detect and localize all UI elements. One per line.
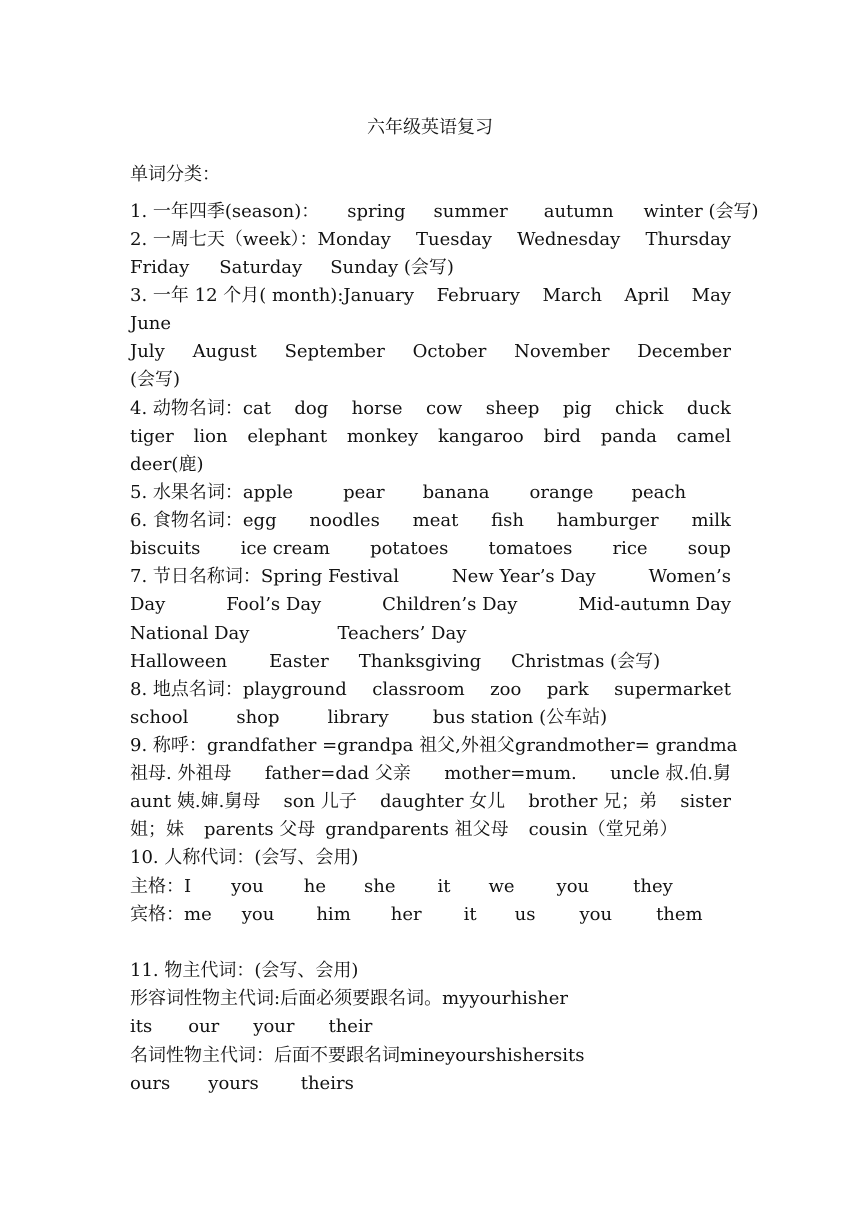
- text-line: [130, 873, 731, 901]
- text-segment: daughter 女儿: [380, 791, 506, 812]
- text-segment: you: [241, 904, 275, 925]
- text-line: [130, 901, 731, 929]
- text-segment: it: [437, 876, 451, 897]
- text-segment: 10. 人称代词：(会写、会用): [130, 847, 359, 868]
- text-segment: school: [130, 707, 189, 728]
- text-line: [130, 1042, 731, 1070]
- text-segment: aunt 姨.婶.舅母: [130, 791, 261, 812]
- text-segment: August: [192, 341, 257, 362]
- text-segment: tiger: [130, 426, 174, 447]
- text-segment: his: [495, 1045, 523, 1066]
- text-segment: Saturday: [219, 257, 303, 278]
- text-segment: our: [188, 1016, 220, 1037]
- text-segment: Thursday: [645, 229, 731, 250]
- text-segment: lion: [193, 426, 228, 447]
- text-segment: cow: [426, 398, 463, 419]
- text-segment: my: [442, 988, 470, 1009]
- text-segment: their: [328, 1016, 373, 1037]
- text-segment: February: [436, 285, 520, 306]
- text-segment: New Year’s Day: [451, 566, 596, 587]
- text-line: [130, 1013, 731, 1041]
- text-segment: 8. 地点名词：playground: [130, 679, 347, 700]
- text-line: [130, 254, 731, 282]
- text-line: [130, 985, 731, 1013]
- text-segment: 5. 水果名词：apple: [130, 482, 294, 503]
- text-segment: them: [656, 904, 703, 925]
- text-segment: pear: [343, 482, 385, 503]
- text-segment: soup: [687, 538, 731, 559]
- text-segment: April: [624, 285, 670, 306]
- text-segment: 祖母. 外祖母: [130, 763, 232, 784]
- text-segment: autumn: [543, 201, 614, 222]
- text-line: [130, 338, 731, 366]
- text-line: [130, 760, 731, 788]
- text-segment: meat: [412, 510, 459, 531]
- text-line: [130, 788, 731, 816]
- text-line: [130, 591, 731, 619]
- text-segment: supermarket: [614, 679, 731, 700]
- text-segment: son 儿子: [283, 791, 357, 812]
- text-segment: 主格：I: [130, 876, 192, 897]
- text-segment: your: [469, 988, 511, 1009]
- text-segment: he: [303, 876, 326, 897]
- text-segment: Wednesday: [517, 229, 621, 250]
- page-title: 六年级英语复习: [367, 117, 493, 138]
- text-segment: its: [130, 1016, 153, 1037]
- text-segment: summer: [433, 201, 508, 222]
- text-segment: rice: [612, 538, 648, 559]
- text-segment: shop: [236, 707, 280, 728]
- text-segment: (会写): [130, 369, 181, 390]
- text-segment: Day: [130, 594, 166, 615]
- text-line: [130, 563, 731, 591]
- text-segment: elephant: [247, 426, 328, 447]
- text-segment: us: [514, 904, 536, 925]
- text-segment: Christmas (会写): [511, 651, 661, 672]
- text-segment: parents 父母: [204, 819, 316, 840]
- text-segment: ours: [130, 1073, 171, 1094]
- text-segment: his: [510, 988, 538, 1009]
- text-segment: hers: [522, 1045, 563, 1066]
- text-segment: 9. 称呼：grandfather =grandpa 祖父,外祖父: [130, 735, 515, 756]
- text-segment: its: [562, 1045, 585, 1066]
- text-segment: bus station (公车站): [432, 707, 608, 728]
- text-line: [130, 704, 731, 732]
- text-line: [130, 816, 731, 844]
- text-segment: 11. 物主代词：(会写、会用): [130, 960, 359, 981]
- text-segment: library: [327, 707, 389, 728]
- text-segment: Mid-autumn Day: [578, 594, 731, 615]
- text-segment: September: [284, 341, 385, 362]
- text-line: [130, 535, 731, 563]
- text-segment: dog: [294, 398, 329, 419]
- text-segment: you: [579, 904, 613, 925]
- text-segment: zoo: [490, 679, 522, 700]
- text-line: [130, 310, 731, 338]
- text-segment: 宾格：me: [130, 904, 212, 925]
- text-segment: June: [130, 313, 172, 334]
- text-segment: sister: [680, 791, 731, 812]
- text-segment: classroom: [372, 679, 465, 700]
- text-line: [130, 479, 731, 507]
- text-line: [130, 423, 731, 451]
- text-segment: Easter: [269, 651, 329, 672]
- text-segment: July: [130, 341, 165, 362]
- text-segment: 姐；妹: [130, 819, 184, 840]
- text-segment: pig: [562, 398, 592, 419]
- text-segment: 4. 动物名词：cat: [130, 398, 271, 419]
- text-segment: she: [363, 876, 396, 897]
- text-line: [130, 282, 731, 310]
- text-line: [130, 226, 731, 254]
- text-segment: theirs: [300, 1073, 354, 1094]
- text-segment: May: [691, 285, 731, 306]
- text-segment: Friday: [130, 257, 190, 278]
- text-segment: brother 兄；弟: [528, 791, 658, 812]
- text-segment: Women’s: [648, 566, 731, 587]
- text-segment: panda: [600, 426, 657, 447]
- text-segment: 名词性物主代词：后面不要跟名词: [130, 1045, 400, 1066]
- text-segment: March: [542, 285, 602, 306]
- text-segment: 2. 一周七天（week）：Monday: [130, 229, 391, 250]
- text-segment: Fool’s Day: [226, 594, 322, 615]
- text-segment: Thanksgiving: [358, 651, 482, 672]
- text-segment: Tuesday: [416, 229, 492, 250]
- text-segment: Children’s Day: [382, 594, 518, 615]
- text-segment: you: [231, 876, 264, 897]
- text-line: [130, 957, 731, 985]
- text-segment: deer(鹿): [130, 454, 204, 475]
- text-segment: 1. 一年四季(season)：: [130, 201, 320, 222]
- text-segment: grandparents 祖父母: [325, 819, 509, 840]
- text-segment: sheep: [485, 398, 540, 419]
- text-segment: ice cream: [240, 538, 330, 559]
- text-segment: horse: [351, 398, 403, 419]
- text-segment: 形容词性物主代词:后面必须要跟名词。: [130, 988, 443, 1009]
- text-segment: cousin（堂兄弟）: [528, 819, 678, 840]
- text-segment: hamburger: [556, 510, 659, 531]
- text-segment: October: [412, 341, 487, 362]
- text-segment: orange: [529, 482, 594, 503]
- text-segment: Teachers’ Day: [337, 623, 467, 644]
- text-segment: November: [514, 341, 610, 362]
- text-line: [130, 732, 738, 760]
- text-segment: Sunday (会写): [330, 257, 454, 278]
- text-segment: biscuits: [130, 538, 201, 559]
- text-segment: National Day: [130, 623, 250, 644]
- text-segment: winter (会写): [643, 201, 759, 222]
- text-segment: potatoes: [370, 538, 449, 559]
- text-segment: her: [390, 904, 422, 925]
- text-segment: peach: [631, 482, 687, 503]
- text-segment: yours: [445, 1045, 496, 1066]
- text-line: [130, 844, 731, 872]
- text-segment: we: [488, 876, 515, 897]
- text-segment: Halloween: [130, 651, 228, 672]
- text-segment: her: [537, 988, 568, 1009]
- text-line: [130, 507, 731, 535]
- text-segment: him: [316, 904, 351, 925]
- text-segment: park: [546, 679, 589, 700]
- text-segment: monkey: [346, 426, 419, 447]
- text-segment: 7. 节日名称词：Spring Festival: [130, 566, 399, 587]
- text-segment: you: [556, 876, 590, 897]
- text-line: [130, 198, 759, 226]
- text-segment: tomatoes: [488, 538, 573, 559]
- text-segment: banana: [422, 482, 490, 503]
- text-line: [130, 648, 731, 676]
- text-segment: kangaroo: [437, 426, 524, 447]
- text-segment: December: [637, 341, 731, 362]
- text-segment: yours: [208, 1073, 259, 1094]
- text-segment: mother=mum.: [444, 763, 577, 784]
- text-line: [130, 929, 731, 957]
- text-line: [130, 1070, 731, 1098]
- text-line: [130, 620, 731, 648]
- text-segment: 3. 一年 12 个月( month):January: [130, 285, 415, 306]
- text-segment: father=dad 父亲: [264, 763, 411, 784]
- text-segment: chick: [615, 398, 664, 419]
- text-segment: bird: [543, 426, 581, 447]
- text-segment: milk: [691, 510, 731, 531]
- text-line: [130, 366, 731, 394]
- text-segment: noodles: [309, 510, 380, 531]
- text-segment: fish: [491, 510, 524, 531]
- text-segment: it: [463, 904, 477, 925]
- text-line: [130, 395, 731, 423]
- text-segment: 6. 食物名词：egg: [130, 510, 277, 531]
- text-line: [130, 676, 731, 704]
- text-segment: spring: [347, 201, 406, 222]
- text-segment: grandmother= grandma: [514, 735, 738, 756]
- section-heading: 单词分类：: [130, 164, 220, 185]
- text-segment: your: [253, 1016, 295, 1037]
- text-segment: mine: [400, 1045, 446, 1066]
- text-segment: they: [633, 876, 673, 897]
- text-segment: camel: [676, 426, 731, 447]
- text-line: [130, 451, 731, 479]
- text-segment: uncle 叔.伯.舅: [610, 763, 731, 784]
- text-segment: duck: [686, 398, 731, 419]
